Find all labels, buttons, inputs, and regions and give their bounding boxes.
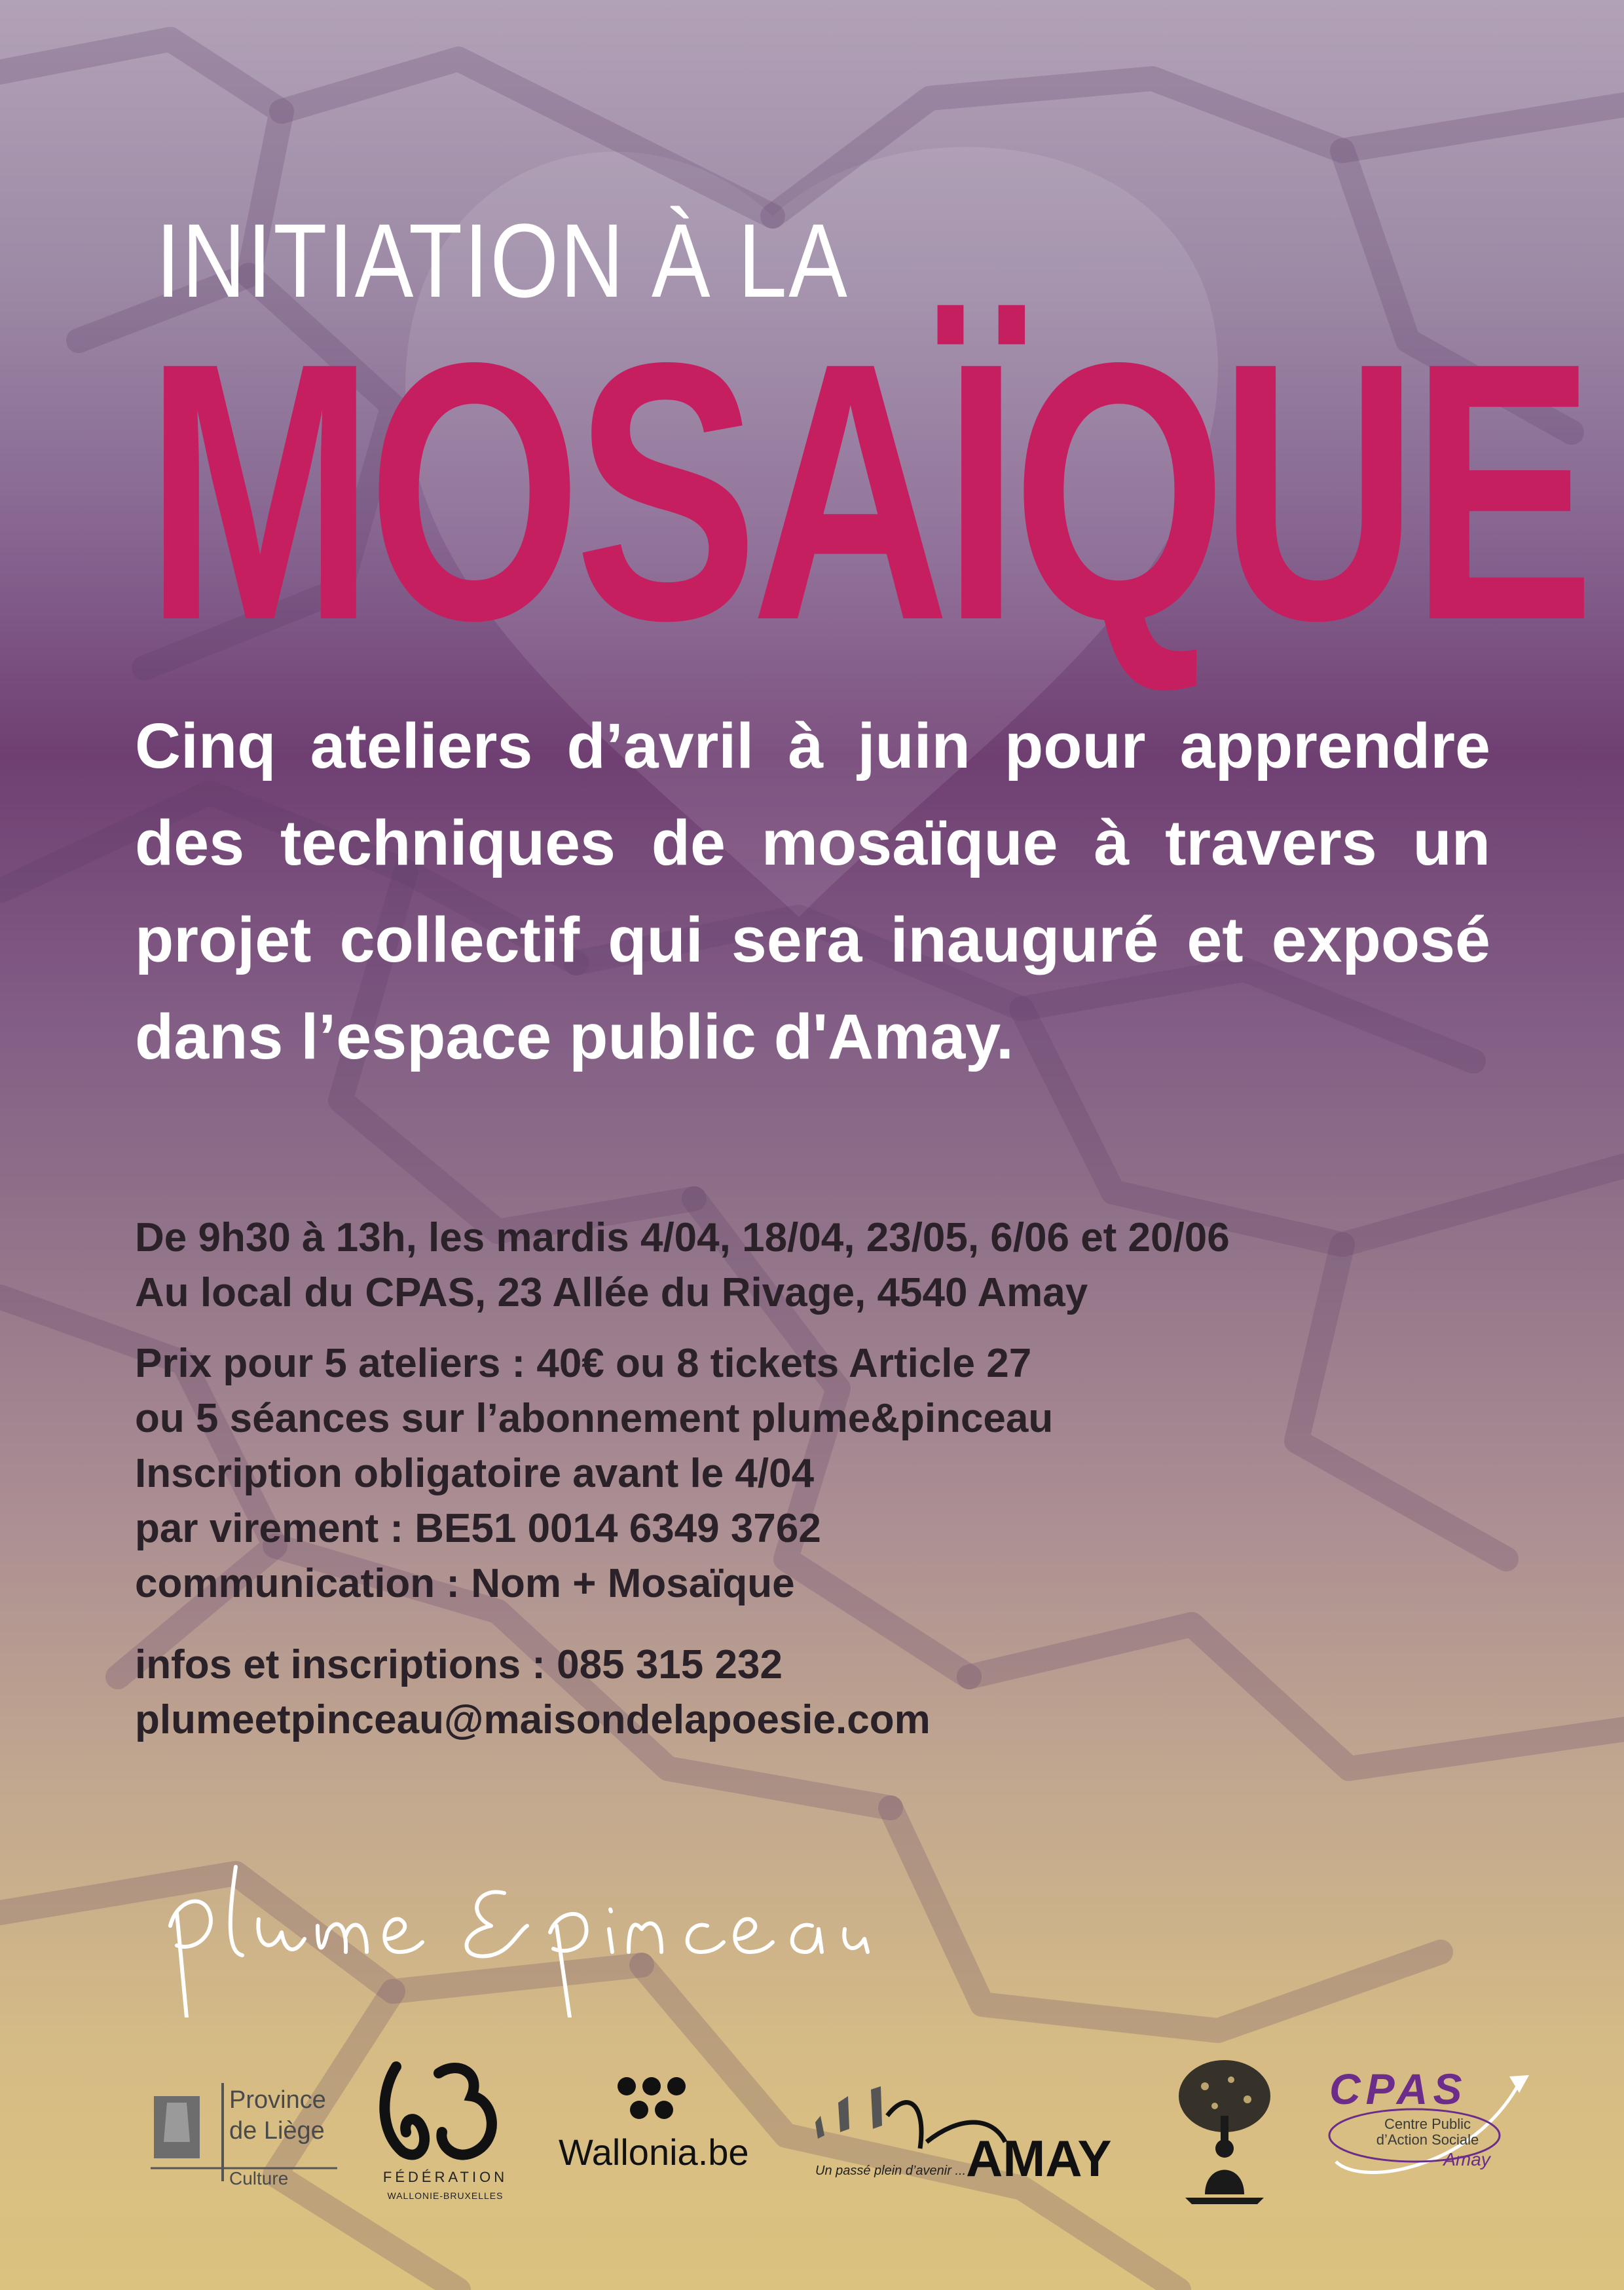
amay-name: AMAY xyxy=(966,2130,1112,2187)
pricing-line: Prix pour 5 ateliers : 40€ ou 8 tickets Article 27 xyxy=(135,1341,1032,1386)
cpas-line2: d’Action Sociale xyxy=(1376,2131,1479,2148)
cpas-line1: Centre Public xyxy=(1384,2116,1471,2132)
svg-text:Wallonia.be xyxy=(559,2131,749,2173)
pricing-line: ou 5 séances sur l’abonnement plume&pinceau xyxy=(135,1396,1054,1441)
title-initiation: INITIATION À LA xyxy=(156,202,849,319)
federation-line2: WALLONIE-BRUXELLES xyxy=(387,2190,504,2201)
amay-tagline: Un passé plein d’avenir ... xyxy=(815,2164,967,2178)
province-line2: de Liège xyxy=(229,2117,325,2145)
amay-figures-icon xyxy=(815,2086,882,2139)
amay-logo xyxy=(809,2076,1123,2194)
cpas-line3: Amay xyxy=(1443,2149,1490,2169)
contact-email: plumeetpinceau@maisondelapoesie.com xyxy=(135,1697,931,1742)
schedule-location: Au local du CPAS, 23 Allée du Rivage, 4540 Amay xyxy=(135,1270,1088,1315)
province-de-liege-logo xyxy=(147,2070,344,2188)
registration-deadline: Inscription obligatoire avant le 4/04 xyxy=(135,1451,815,1496)
transfer-communication: communication : Nom + Mosaïque xyxy=(135,1561,795,1606)
federation-line1: FÉDÉRATION xyxy=(382,2169,508,2185)
schedule-dates: De 9h30 à 13h, les mardis 4/04, 18/04, 23/05, 6/06 et 20/06 xyxy=(135,1215,1230,1260)
intro-paragraph: Cinq ateliers d’avril à juin pour apprendre des techniques de mosaïque à travers un projet collectif qui sera inauguré et exposé dans l’espace public d'Amay. xyxy=(135,710,1490,1072)
wallonia-dots-icon xyxy=(618,2077,686,2119)
schedule-block xyxy=(135,1211,1510,1321)
partner-logos xyxy=(0,2050,1624,2221)
bank-transfer: par virement : BE51 0014 6349 3762 xyxy=(135,1506,821,1551)
title-mosaique: MOSAÏQUE xyxy=(145,286,1588,696)
wallonia-suffix: .be xyxy=(697,2131,749,2173)
cpas-name: CPAS xyxy=(1329,2065,1467,2113)
federation-wallonie-bruxelles-logo xyxy=(367,2054,524,2211)
plume-et-pinceau-signature xyxy=(151,1821,936,2018)
cpas-amay-logo xyxy=(1323,2063,1532,2194)
contact-phone: infos et inscriptions : 085 315 232 xyxy=(135,1642,783,1687)
wallonia-be-logo xyxy=(553,2073,763,2198)
contact-block xyxy=(135,1638,1510,1748)
pricing-block xyxy=(135,1336,1510,1611)
province-line3: Culture xyxy=(229,2168,289,2188)
province-line1: Province xyxy=(229,2086,326,2114)
meditation-tree-logo xyxy=(1166,2050,1283,2207)
wallonia-name: Wallonia xyxy=(559,2131,698,2173)
